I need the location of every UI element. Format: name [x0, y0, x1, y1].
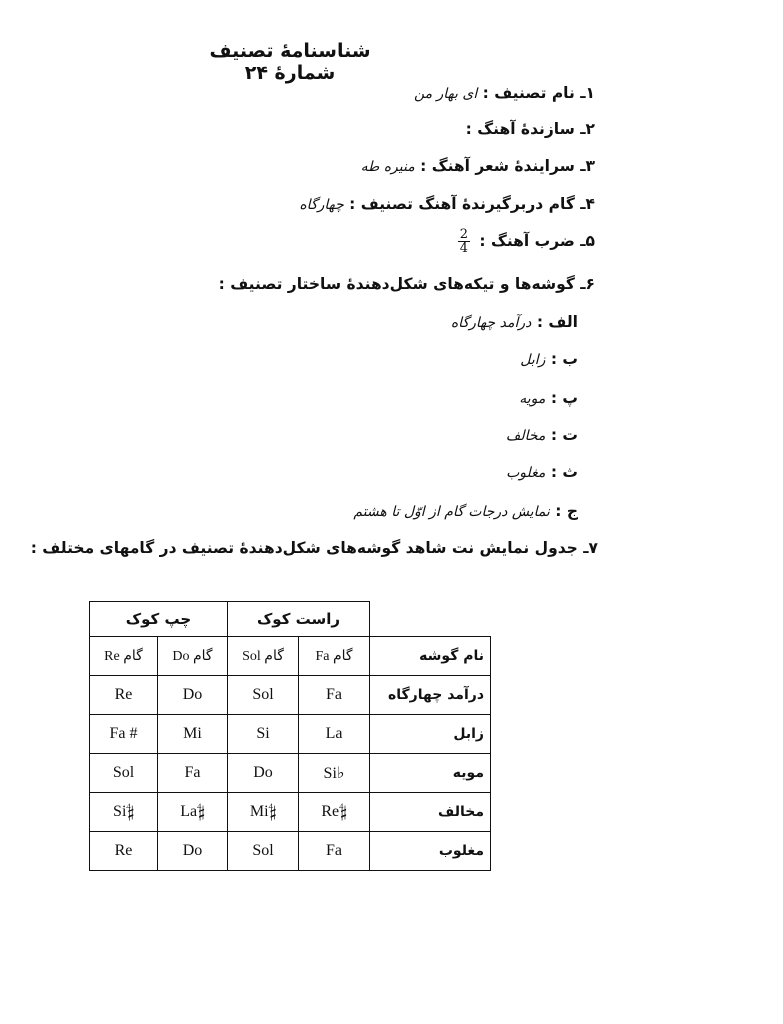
- subitem-jim: [353, 500, 578, 523]
- subitem-alef: [451, 311, 578, 334]
- subitem-answer: مخالف: [505, 428, 546, 444]
- table-cell: Mi𝄲: [228, 793, 299, 832]
- table-cell: Do: [158, 832, 228, 871]
- table-cell: Re𝄲: [299, 793, 370, 832]
- meter-denominator: 4: [459, 241, 468, 256]
- col-header-gooshe-name: نام گوشه: [370, 637, 491, 676]
- table-cell: La: [299, 715, 370, 754]
- meter-fraction: [458, 228, 470, 255]
- subitem-label: ت :: [550, 426, 578, 444]
- table-cell: Sol: [228, 832, 299, 871]
- item-1: [414, 82, 595, 105]
- table-cell: Fa: [158, 754, 228, 793]
- subitem-se: [506, 461, 578, 484]
- table-cell: Do: [158, 676, 228, 715]
- table-cell: Si: [228, 715, 299, 754]
- table-row: [90, 793, 491, 832]
- col-header-gam-re: گام Re: [90, 637, 158, 676]
- subitem-answer: نمایش درجات گام از اوّل تا هشتم: [353, 504, 550, 520]
- row-label: مخالف: [370, 793, 491, 832]
- item-2: [466, 118, 595, 141]
- group-header-chap-kok: چپ کوک: [90, 602, 228, 637]
- col-header-gam-sol: گام Sol: [228, 637, 299, 676]
- subitem-answer: مغلوب: [506, 465, 546, 481]
- table-cell: La𝄲: [158, 793, 228, 832]
- row-label: درآمد چهارگاه: [370, 676, 491, 715]
- item-answer: چهارگاه: [299, 197, 344, 213]
- col-header-gam-fa: گام Fa: [299, 637, 370, 676]
- item-label: ۵ـ ضرب آهنگ :: [479, 232, 595, 250]
- item-7: ۷ـ جدول نمایش نت شاهد گوشه‌های شکل‌دهندهٔ تصنیف در گامهای مختلف :: [30, 539, 598, 557]
- table-cell: Sol: [90, 754, 158, 793]
- table-cell: Si𝄲: [90, 793, 158, 832]
- item-label: ۱ـ نام تصنیف :: [482, 84, 595, 102]
- row-label: زابل: [370, 715, 491, 754]
- group-header-rast-kok: راست کوک: [228, 602, 370, 637]
- page-title: شناسنامهٔ تصنیف شمارهٔ ۲۴: [209, 40, 371, 84]
- table-cell: Fa: [299, 832, 370, 871]
- subitem-pe: [519, 387, 578, 410]
- table-cell: Re: [90, 676, 158, 715]
- table-row: [90, 676, 491, 715]
- item-6: [219, 273, 595, 295]
- item-label: ۳ـ سرایندهٔ شعر آهنگ :: [420, 157, 595, 175]
- table-cell: Mi: [158, 715, 228, 754]
- subitem-label: ث :: [550, 463, 578, 481]
- subitem-answer: درآمد چهارگاه: [450, 315, 532, 331]
- item-3: [361, 155, 595, 178]
- table-row: [90, 832, 491, 871]
- table-cell: Si♭: [299, 754, 370, 793]
- table-row: [90, 754, 491, 793]
- table-row: [90, 715, 491, 754]
- table-cell: Sol: [228, 676, 299, 715]
- item-4: [299, 193, 595, 216]
- meter-numerator: 2: [459, 227, 468, 242]
- subitem-label: پ :: [550, 389, 578, 407]
- item-answer: منیره طه: [360, 159, 415, 175]
- item-answer: ای بهار من: [413, 86, 478, 102]
- row-label: مویه: [370, 754, 491, 793]
- row-label: مغلوب: [370, 832, 491, 871]
- table-cell: Re: [90, 832, 158, 871]
- table-cell: Do: [228, 754, 299, 793]
- table-cell: Fa: [299, 676, 370, 715]
- subitem-be: [520, 348, 578, 371]
- item-5: [458, 228, 595, 255]
- subitem-te: [506, 424, 578, 447]
- table-cell: Fa #: [90, 715, 158, 754]
- item-label: ۲ـ سازندهٔ آهنگ :: [465, 120, 595, 138]
- col-header-gam-do: گام Do: [158, 637, 228, 676]
- item-label: ۶ـ گوشه‌ها و تیکه‌های شکل‌دهندهٔ ساختار تصنیف :: [218, 275, 595, 293]
- subitem-label: الف :: [536, 313, 578, 331]
- subitem-label: ب :: [550, 350, 578, 368]
- item-label: ۴ـ گام دربرگیرندهٔ آهنگ تصنیف :: [349, 195, 595, 213]
- table-blank-corner: [370, 602, 491, 637]
- witness-note-table: [89, 601, 491, 871]
- subitem-label: ج :: [555, 502, 578, 520]
- subitem-answer: زابل: [520, 352, 546, 368]
- subitem-answer: مویه: [519, 391, 546, 407]
